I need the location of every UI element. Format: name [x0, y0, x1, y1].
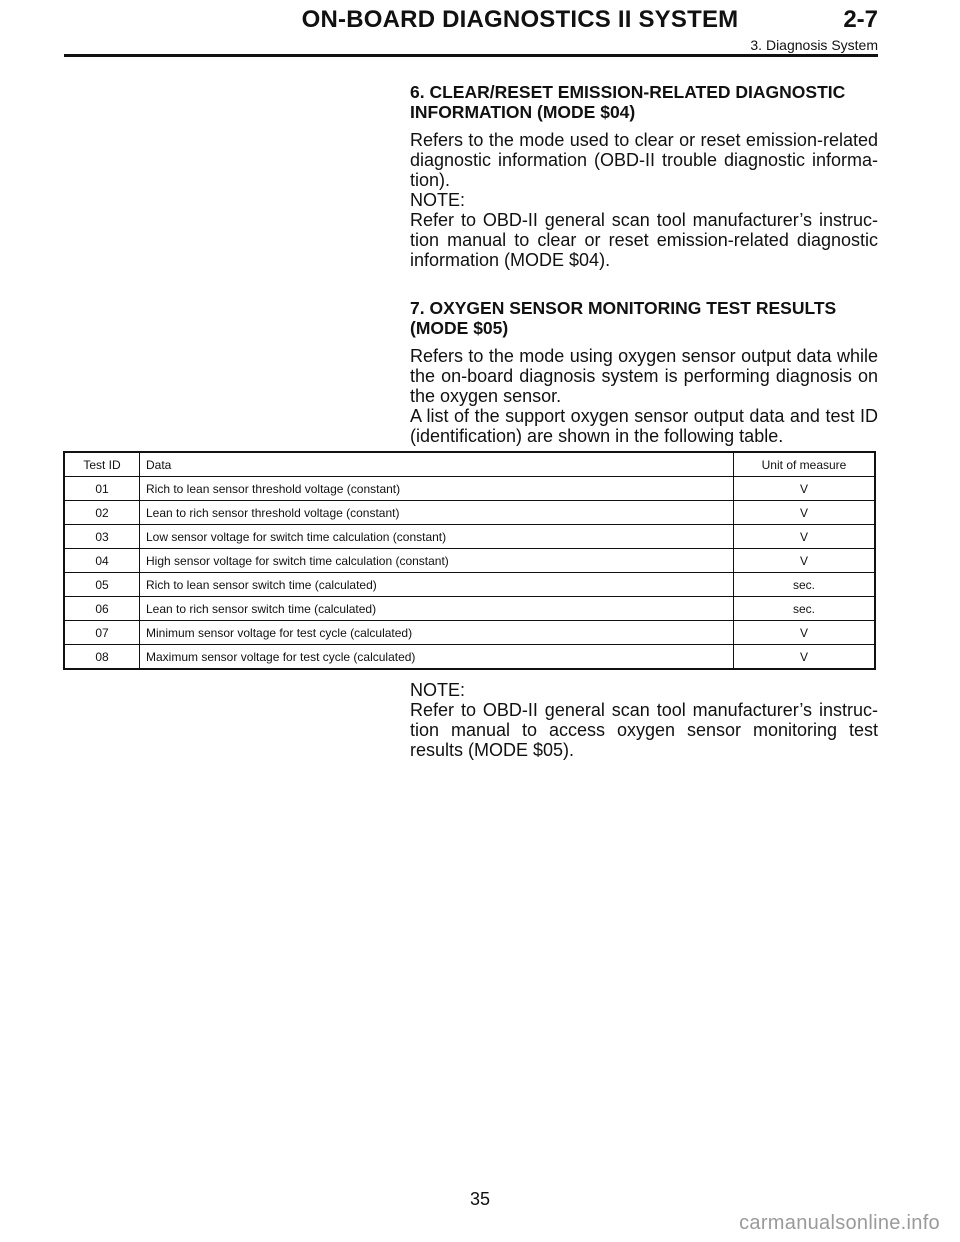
- section-6-heading-line2: INFORMATION (MODE $04): [410, 102, 636, 122]
- table-header-row: [64, 452, 875, 477]
- cell-data: Low sensor voltage for switch time calculation (constant): [140, 525, 734, 549]
- page-header-title: ON-BOARD DIAGNOSTICS II SYSTEM: [301, 6, 739, 33]
- section-6-heading: [410, 82, 878, 122]
- after-table-note: [410, 680, 878, 760]
- cell-data: Minimum sensor voltage for test cycle (calculated): [140, 621, 734, 645]
- page-header-subtitle: 3. Diagnosis System: [750, 37, 878, 53]
- cell-test-id: 03: [64, 525, 140, 549]
- cell-test-id: 07: [64, 621, 140, 645]
- after-table-note-label: NOTE:: [410, 680, 466, 700]
- table-row: [64, 645, 875, 670]
- page-number: 35: [469, 1189, 491, 1209]
- section-7-body: Refers to the mode using oxygen sensor output data while the on-board diagnosis system is performing diagnosis on the oxygen sensor.: [410, 346, 878, 406]
- section-7: [410, 298, 878, 446]
- section-7-heading-line1: 7. OXYGEN SENSOR MONITORING TEST RESULTS: [410, 298, 837, 318]
- table-row: [64, 477, 875, 501]
- cell-test-id: 06: [64, 597, 140, 621]
- header-test-id: Test ID: [64, 452, 140, 477]
- header-data: Data: [140, 452, 734, 477]
- section-6: [410, 82, 878, 270]
- section-6-note-label: NOTE:: [410, 190, 466, 210]
- cell-unit: sec.: [734, 597, 876, 621]
- cell-unit: sec.: [734, 573, 876, 597]
- cell-data: Rich to lean sensor threshold voltage (constant): [140, 477, 734, 501]
- cell-test-id: 08: [64, 645, 140, 670]
- cell-test-id: 02: [64, 501, 140, 525]
- cell-unit: V: [734, 525, 876, 549]
- table-row: [64, 621, 875, 645]
- cell-unit: V: [734, 645, 876, 670]
- cell-data: Lean to rich sensor switch time (calculated): [140, 597, 734, 621]
- table-row: [64, 597, 875, 621]
- oxygen-sensor-test-table: [63, 451, 876, 670]
- section-6-body: Refers to the mode used to clear or reset emission-related diagnostic information (OBD-II trouble diagnostic informa-tion).: [410, 130, 878, 190]
- cell-data: Lean to rich sensor threshold voltage (constant): [140, 501, 734, 525]
- section-number: 2-7: [843, 6, 878, 33]
- table-row: [64, 549, 875, 573]
- cell-unit: V: [734, 501, 876, 525]
- cell-data: Maximum sensor voltage for test cycle (calculated): [140, 645, 734, 670]
- section-7-body-2: A list of the support oxygen sensor output data and test ID (identification) are shown in the following table.: [410, 406, 878, 446]
- table-row: [64, 573, 875, 597]
- header-unit: Unit of measure: [734, 452, 876, 477]
- table-row: [64, 501, 875, 525]
- after-table-note-text: Refer to OBD-II general scan tool manufacturer’s instruc-tion manual to access oxygen sensor monitoring test results (MODE $05).: [410, 700, 878, 760]
- cell-data: Rich to lean sensor switch time (calculated): [140, 573, 734, 597]
- watermark: carmanualsonline.info: [739, 1212, 940, 1234]
- header-divider: [64, 54, 878, 57]
- table-row: [64, 525, 875, 549]
- section-7-heading: [410, 298, 878, 338]
- cell-data: High sensor voltage for switch time calculation (constant): [140, 549, 734, 573]
- cell-test-id: 01: [64, 477, 140, 501]
- cell-test-id: 05: [64, 573, 140, 597]
- cell-test-id: 04: [64, 549, 140, 573]
- cell-unit: V: [734, 477, 876, 501]
- cell-unit: V: [734, 549, 876, 573]
- section-6-heading-line1: 6. CLEAR/RESET EMISSION-RELATED DIAGNOSTIC: [410, 82, 846, 102]
- section-7-heading-line2: (MODE $05): [410, 318, 509, 338]
- cell-unit: V: [734, 621, 876, 645]
- section-6-note-text: Refer to OBD-II general scan tool manufacturer’s instruc-tion manual to clear or reset emission-related diagnostic information (MODE $04).: [410, 210, 878, 270]
